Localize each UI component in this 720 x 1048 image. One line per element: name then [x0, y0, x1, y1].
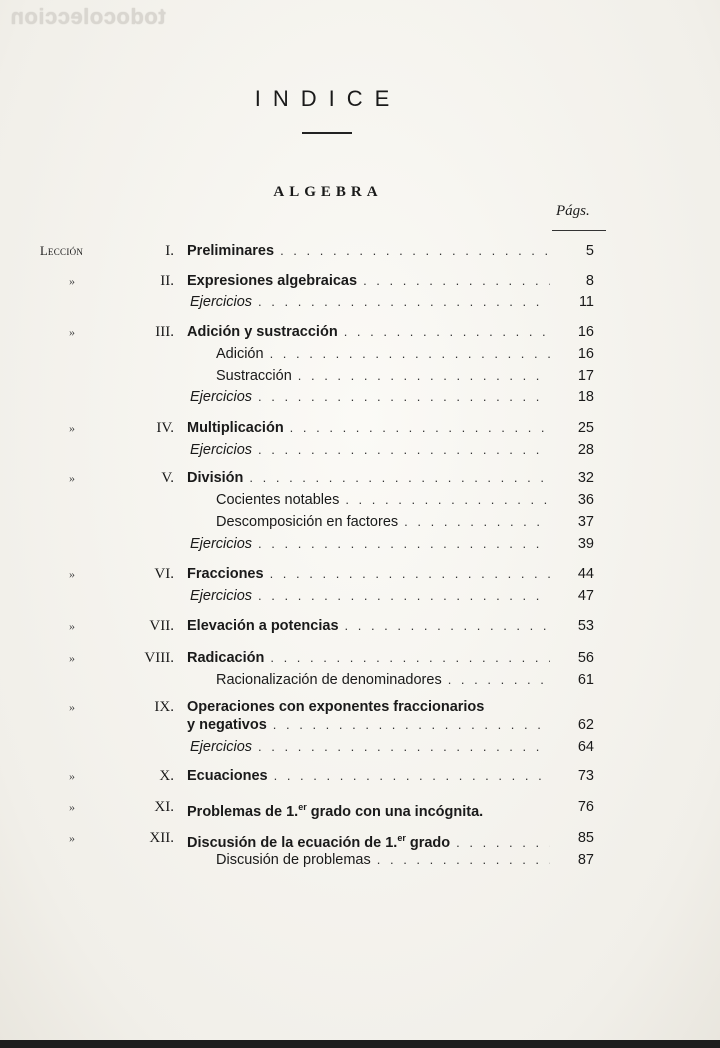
- leader-dots: [270, 648, 550, 668]
- entry-title-group: [216, 670, 550, 690]
- pages-column-header: Págs.: [556, 203, 590, 219]
- leader-dots: [258, 440, 550, 460]
- toc-entry: [0, 490, 720, 510]
- leader-dots: [258, 737, 550, 757]
- leader-dots: [280, 241, 550, 261]
- entry-title: Operaciones con exponentes fraccionarios: [187, 699, 485, 715]
- page-number: 32: [577, 470, 594, 486]
- leader-dots: [345, 490, 550, 510]
- entry-title-group: [187, 766, 550, 786]
- entry-title-group: [216, 344, 550, 364]
- toc-entry: [0, 697, 720, 717]
- entry-title-group: [187, 616, 550, 636]
- toc-entry: [0, 418, 720, 438]
- page-number: 44: [577, 566, 594, 582]
- entry-title: Radicación: [187, 650, 265, 666]
- entry-title: Elevación a potencias: [187, 618, 339, 634]
- page-number: 61: [577, 672, 594, 688]
- entry-title-group: [190, 534, 550, 554]
- lesson-number: X.: [159, 768, 174, 784]
- toc-entry: [0, 512, 720, 532]
- toc-entry: [0, 828, 720, 851]
- toc-entry: [0, 292, 720, 312]
- lesson-number: XII.: [149, 830, 174, 846]
- lesson-number: IX.: [154, 699, 174, 715]
- entry-title: Cocientes notables: [216, 492, 340, 508]
- lesson-number: VIII.: [144, 650, 174, 666]
- entry-title-group: [187, 322, 550, 342]
- lesson-number: VII.: [149, 618, 174, 634]
- entry-title-group: [190, 387, 550, 407]
- page-number: 85: [577, 830, 594, 846]
- page-number: 37: [577, 514, 594, 530]
- toc-entry: [0, 737, 720, 757]
- page-number: 11: [578, 294, 594, 310]
- toc-entry: [0, 648, 720, 668]
- entry-title: Multiplicación: [187, 420, 284, 436]
- page-title: INDICE: [254, 86, 402, 111]
- entry-title: Ejercicios: [190, 389, 253, 405]
- leader-dots: [363, 271, 550, 291]
- ditto-mark: »: [69, 567, 75, 581]
- lesson-number: I.: [165, 243, 174, 259]
- leader-dots: [258, 534, 550, 554]
- entry-title: Fracciones: [187, 566, 264, 582]
- page-number: 47: [577, 588, 594, 604]
- ditto-mark: »: [69, 619, 75, 633]
- ditto-mark: »: [69, 325, 75, 339]
- toc-entry: [0, 850, 720, 870]
- entry-title-group: [187, 241, 550, 261]
- page-number: 25: [577, 420, 594, 436]
- entry-title-group: [190, 737, 550, 757]
- entry-title-group: [187, 697, 550, 717]
- lesson-number: III.: [155, 324, 174, 340]
- lesson-number: VI.: [154, 566, 174, 582]
- ditto-mark: »: [69, 274, 75, 288]
- entry-title: Preliminares: [187, 243, 275, 259]
- toc-entry: [0, 766, 720, 786]
- entry-title: Discusión de problemas: [216, 852, 371, 868]
- page-number: 62: [577, 717, 594, 733]
- toc-entry: [0, 468, 720, 488]
- ditto-mark: »: [69, 651, 75, 665]
- toc-entry: [0, 586, 720, 606]
- toc-entry: [0, 366, 720, 386]
- page-number: 8: [585, 273, 594, 289]
- ditto-mark: »: [69, 471, 75, 485]
- page-number: 53: [577, 618, 594, 634]
- lesson-label: Lección: [40, 244, 84, 258]
- toc-entry: [0, 670, 720, 690]
- leader-dots: [249, 468, 550, 488]
- toc-entry: [0, 564, 720, 584]
- entry-title-group: [187, 271, 550, 291]
- entry-title: Racionalización de denominadores: [216, 672, 442, 688]
- entry-title: División: [187, 470, 244, 486]
- toc-entry: [0, 715, 720, 735]
- leader-dots: [273, 715, 550, 735]
- ditto-mark: »: [69, 831, 75, 845]
- entry-title: Ejercicios: [190, 588, 253, 604]
- ditto-mark: »: [69, 769, 75, 783]
- page-number: 28: [577, 442, 594, 458]
- page-number: 64: [577, 739, 594, 755]
- leader-dots: [345, 616, 550, 636]
- lesson-number: XI.: [154, 799, 174, 815]
- entry-title: y negativos: [187, 717, 267, 733]
- toc-entry: [0, 616, 720, 636]
- page-number: 39: [577, 536, 594, 552]
- entry-title: Ecuaciones: [187, 768, 268, 784]
- lesson-number: II.: [160, 273, 174, 289]
- ditto-mark: »: [69, 700, 75, 714]
- entry-title: Ejercicios: [190, 536, 253, 552]
- entry-title: Adición: [216, 346, 264, 362]
- page-number: 5: [585, 243, 594, 259]
- toc-entry: [0, 344, 720, 364]
- entry-title-group: [190, 292, 550, 312]
- lesson-number: IV.: [156, 420, 174, 436]
- toc-entry: [0, 241, 720, 261]
- leader-dots: [448, 670, 550, 690]
- leader-dots: [298, 366, 550, 386]
- entry-title-group: [216, 366, 550, 386]
- entry-title-group: [216, 850, 550, 870]
- entry-title: Expresiones algebraicas: [187, 273, 358, 289]
- toc-entry: [0, 271, 720, 291]
- toc-entry: [0, 440, 720, 460]
- leader-dots: [290, 418, 550, 438]
- leader-dots: [270, 564, 550, 584]
- entry-title-group: [190, 440, 550, 460]
- toc-entry: [0, 322, 720, 342]
- page-number: 73: [577, 768, 594, 784]
- leader-dots: [377, 850, 550, 870]
- entry-title-group: [187, 564, 550, 584]
- entry-title-group: [216, 490, 550, 510]
- entry-title-group: [190, 586, 550, 606]
- entry-title: Ejercicios: [190, 442, 253, 458]
- pages-header-rule: [552, 230, 606, 231]
- page-number: 76: [577, 799, 594, 815]
- toc-entry: [0, 387, 720, 407]
- leader-dots: [344, 322, 550, 342]
- ditto-mark: »: [69, 421, 75, 435]
- page-number: 56: [577, 650, 594, 666]
- entry-title-group: [187, 418, 550, 438]
- leader-dots: [274, 766, 550, 786]
- entry-title: Adición y sustracción: [187, 324, 338, 340]
- entry-title: Sustracción: [216, 368, 292, 384]
- section-heading: ALGEBRA: [273, 184, 383, 200]
- entry-title-group: [216, 512, 550, 532]
- page-number: 16: [577, 346, 594, 362]
- toc-entry: [0, 534, 720, 554]
- entry-title: Problemas de 1.$^{er}$ grado con una incógnita.: [187, 802, 484, 820]
- watermark: todocoleccion: [10, 4, 166, 29]
- ditto-mark: »: [69, 800, 75, 814]
- entry-title: Ejercicios: [190, 294, 253, 310]
- lesson-number: V.: [161, 470, 174, 486]
- leader-dots: [404, 512, 550, 532]
- page-number: 17: [577, 368, 594, 384]
- entry-title-group: [187, 715, 550, 735]
- entry-title: Descomposición en factores: [216, 514, 399, 530]
- bottom-edge: [0, 1040, 720, 1048]
- page-number: 16: [577, 324, 594, 340]
- leader-dots: [258, 292, 550, 312]
- entry-title: Ejercicios: [190, 739, 253, 755]
- entry-title-group: [187, 797, 550, 822]
- leader-dots: [270, 344, 550, 364]
- page-number: 87: [577, 852, 594, 868]
- entry-title-group: [187, 648, 550, 668]
- toc-entry: [0, 797, 720, 820]
- page-number: 18: [577, 389, 594, 405]
- page-number: 36: [577, 492, 594, 508]
- entry-title: Discusión de la ecuación de 1.$^{er}$ grado: [187, 833, 451, 851]
- leader-dots: [258, 586, 550, 606]
- title-underline: [302, 132, 352, 134]
- entry-title-group: [187, 468, 550, 488]
- leader-dots: [258, 387, 550, 407]
